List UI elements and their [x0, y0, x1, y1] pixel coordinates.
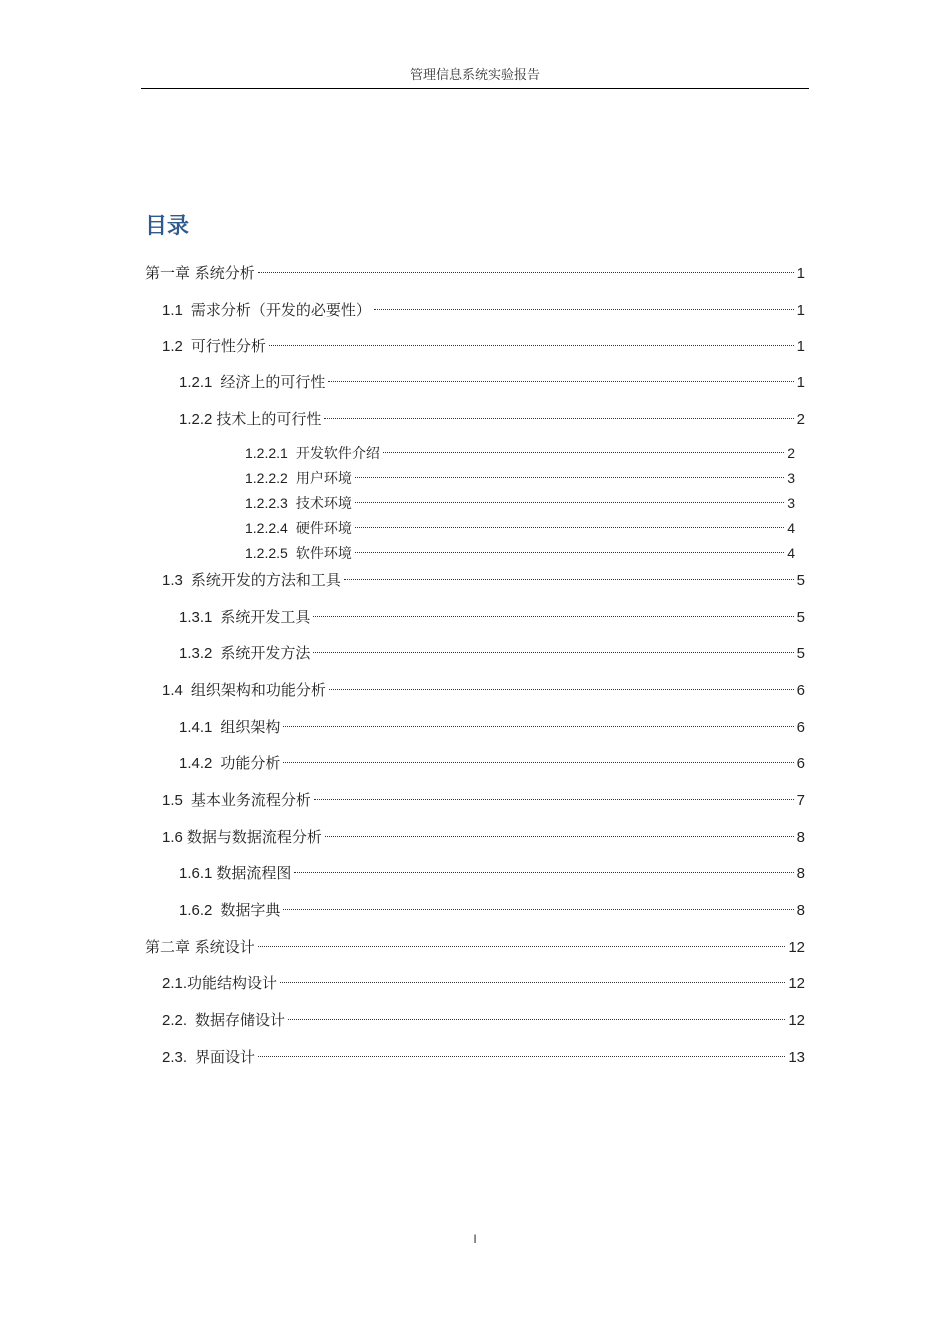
toc-entry-page: 5 [796, 645, 805, 662]
toc-leader-dots [355, 538, 784, 558]
toc-entry-1-6-1[interactable] [179, 858, 805, 882]
toc-entry-page: 4 [787, 520, 795, 536]
toc-entry-label: 技术上的可行性 [216, 410, 322, 428]
toc-entry-page: 1 [796, 338, 805, 355]
toc-entry-label: 系统开发方法 [220, 644, 311, 662]
toc-entry-page: 3 [787, 495, 795, 511]
toc-entry-1-2-2-1[interactable] [245, 438, 795, 462]
toc-entry-1-5[interactable] [162, 785, 805, 809]
toc-entry-1-2-2-3[interactable] [245, 488, 795, 512]
toc-entry-1-3-1[interactable] [179, 602, 805, 626]
toc-entry-page: 13 [788, 1049, 805, 1066]
toc-entry-label: 组织架构和功能分析 [190, 681, 326, 699]
toc-leader-dots [283, 712, 793, 732]
toc-leader-dots [355, 463, 784, 483]
toc-entry-number: 1.2.2.2 [245, 470, 288, 486]
toc-entry-number: 2.1. [162, 975, 188, 992]
toc-entry-label: 数据与数据流程分析 [186, 828, 322, 846]
toc-entry-2-2[interactable] [162, 1005, 805, 1029]
toc-entry-1-4-1[interactable] [179, 712, 805, 736]
toc-entry-number: 1.2.2.3 [245, 495, 288, 511]
toc-entry-1-2-1[interactable] [179, 367, 805, 391]
toc-leader-dots [383, 438, 784, 458]
toc-entry-number: 1.6.1 [179, 865, 213, 882]
toc-entry-page: 8 [796, 902, 805, 919]
toc-entry-page: 5 [796, 572, 805, 589]
toc-entry-1-6-2[interactable] [179, 895, 805, 919]
toc-leader-dots [329, 675, 794, 695]
toc-entry-page: 1 [796, 265, 805, 282]
toc-entry-number: 1.3 [162, 572, 183, 589]
page-footer [0, 1232, 950, 1246]
toc-entry-page: 1 [796, 374, 805, 391]
toc-entry-number: 1.2.2 [179, 411, 213, 428]
toc-entry-2-1[interactable] [162, 968, 805, 992]
toc-entry-1-2-2[interactable] [179, 404, 805, 428]
toc-entry-number: 1.2.1 [179, 374, 213, 391]
toc-leader-dots [294, 858, 793, 878]
toc-leader-dots [374, 295, 794, 315]
toc-leader-dots [283, 895, 793, 915]
toc-entry-number: 2.3. [162, 1049, 188, 1066]
toc-leader-dots [288, 1005, 785, 1025]
toc-entry-page: 8 [796, 829, 805, 846]
toc-leader-dots [258, 258, 794, 278]
toc-leader-dots [314, 785, 794, 805]
toc-leader-dots [269, 331, 794, 351]
toc-entry-1-2-2-5[interactable] [245, 538, 795, 562]
toc-entry-number: 1.4 [162, 682, 183, 699]
toc-entry-number: 1.4.1 [179, 719, 213, 736]
toc-entry-label: 功能分析 [220, 754, 281, 772]
toc-entry-number: 1.2.2.4 [245, 520, 288, 536]
toc-leader-dots [313, 602, 793, 622]
toc-leader-dots [258, 932, 786, 952]
header-title: 管理信息系统实验报告 [409, 68, 540, 83]
toc-entry-number: 2.2. [162, 1012, 188, 1029]
toc-entry-label: 用户环境 [295, 471, 352, 487]
toc-entry-number: 1.5 [162, 792, 183, 809]
toc-entry-label: 系统开发工具 [220, 608, 311, 626]
toc-entry-page: 3 [787, 470, 795, 486]
toc-entry-label: 功能结构设计 [187, 974, 278, 992]
toc-leader-dots [325, 822, 794, 842]
toc-entry-page: 6 [796, 682, 805, 699]
toc-entry-number: 1.2 [162, 338, 183, 355]
toc-entry-1-1[interactable] [162, 295, 805, 319]
toc-leader-dots [283, 748, 793, 768]
toc-entry-number: 1.4.2 [179, 755, 213, 772]
toc-entry-page: 2 [787, 445, 795, 461]
toc-leader-dots [258, 1042, 785, 1062]
toc-title: 目录 [145, 214, 190, 239]
toc-entry-label: 数据字典 [220, 901, 281, 919]
toc-entry-label: 数据存储设计 [195, 1011, 286, 1029]
toc-entry-number: 1.6.2 [179, 902, 213, 919]
toc-entry-1-3-2[interactable] [179, 638, 805, 662]
toc-entry-label: 数据流程图 [216, 864, 292, 882]
toc-entry-page: 6 [796, 755, 805, 772]
toc-entry-page: 1 [796, 302, 805, 319]
toc-entry-1-4[interactable] [162, 675, 805, 699]
toc-entry-label: 软件环境 [295, 546, 352, 562]
toc-entry-chapter-2[interactable] [145, 932, 805, 956]
toc-entry-label: 系统开发的方法和工具 [190, 571, 341, 589]
toc-entry-label: 硬件环境 [295, 521, 352, 537]
toc-entry-label: 开发软件介绍 [295, 446, 380, 462]
toc-entry-page: 12 [788, 975, 805, 992]
toc-entry-page: 2 [796, 411, 805, 428]
toc-entry-label: 界面设计 [195, 1048, 256, 1066]
toc-entry-1-2[interactable] [162, 331, 805, 355]
toc-entry-page: 7 [796, 792, 805, 809]
toc-entry-1-3[interactable] [162, 565, 805, 589]
toc-entry-label: 第一章 系统分析 [145, 264, 255, 282]
toc-leader-dots [355, 488, 784, 508]
toc-entry-page: 12 [788, 939, 805, 956]
toc-entry-chapter-1[interactable] [145, 258, 805, 282]
toc-entry-page: 8 [796, 865, 805, 882]
toc-entry-number: 1.2.2.5 [245, 545, 288, 561]
toc-entry-1-2-2-4[interactable] [245, 513, 795, 537]
toc-entry-label: 组织架构 [220, 718, 281, 736]
toc-entry-page: 5 [796, 609, 805, 626]
toc-leader-dots [355, 513, 784, 533]
footer-page-number: I [473, 1232, 477, 1246]
toc-entry-number: 1.6 [162, 829, 183, 846]
toc-leader-dots [313, 638, 793, 658]
toc-leader-dots [324, 404, 793, 424]
toc-entry-1-6[interactable] [162, 822, 805, 846]
toc-entry-label: 需求分析（开发的必要性） [190, 301, 371, 319]
toc-entry-1-2-2-2[interactable] [245, 463, 795, 487]
toc-entry-number: 1.3.2 [179, 645, 213, 662]
toc-entry-number: 1.1 [162, 302, 183, 319]
toc-entry-2-3[interactable] [162, 1042, 805, 1066]
toc-entry-label: 可行性分析 [190, 337, 266, 355]
toc-entry-number: 1.3.1 [179, 609, 213, 626]
toc-leader-dots [328, 367, 793, 387]
toc-entry-page: 12 [788, 1012, 805, 1029]
toc-entry-1-4-2[interactable] [179, 748, 805, 772]
toc-entry-label: 第二章 系统设计 [145, 938, 255, 956]
toc-leader-dots [280, 968, 785, 988]
toc-entry-label: 技术环境 [295, 496, 352, 512]
toc-entry-number: 1.2.2.1 [245, 445, 288, 461]
toc-entry-label: 基本业务流程分析 [190, 791, 311, 809]
toc-entry-page: 6 [796, 719, 805, 736]
toc-leader-dots [344, 565, 794, 585]
toc-entry-page: 4 [787, 545, 795, 561]
toc-entry-label: 经济上的可行性 [220, 373, 326, 391]
